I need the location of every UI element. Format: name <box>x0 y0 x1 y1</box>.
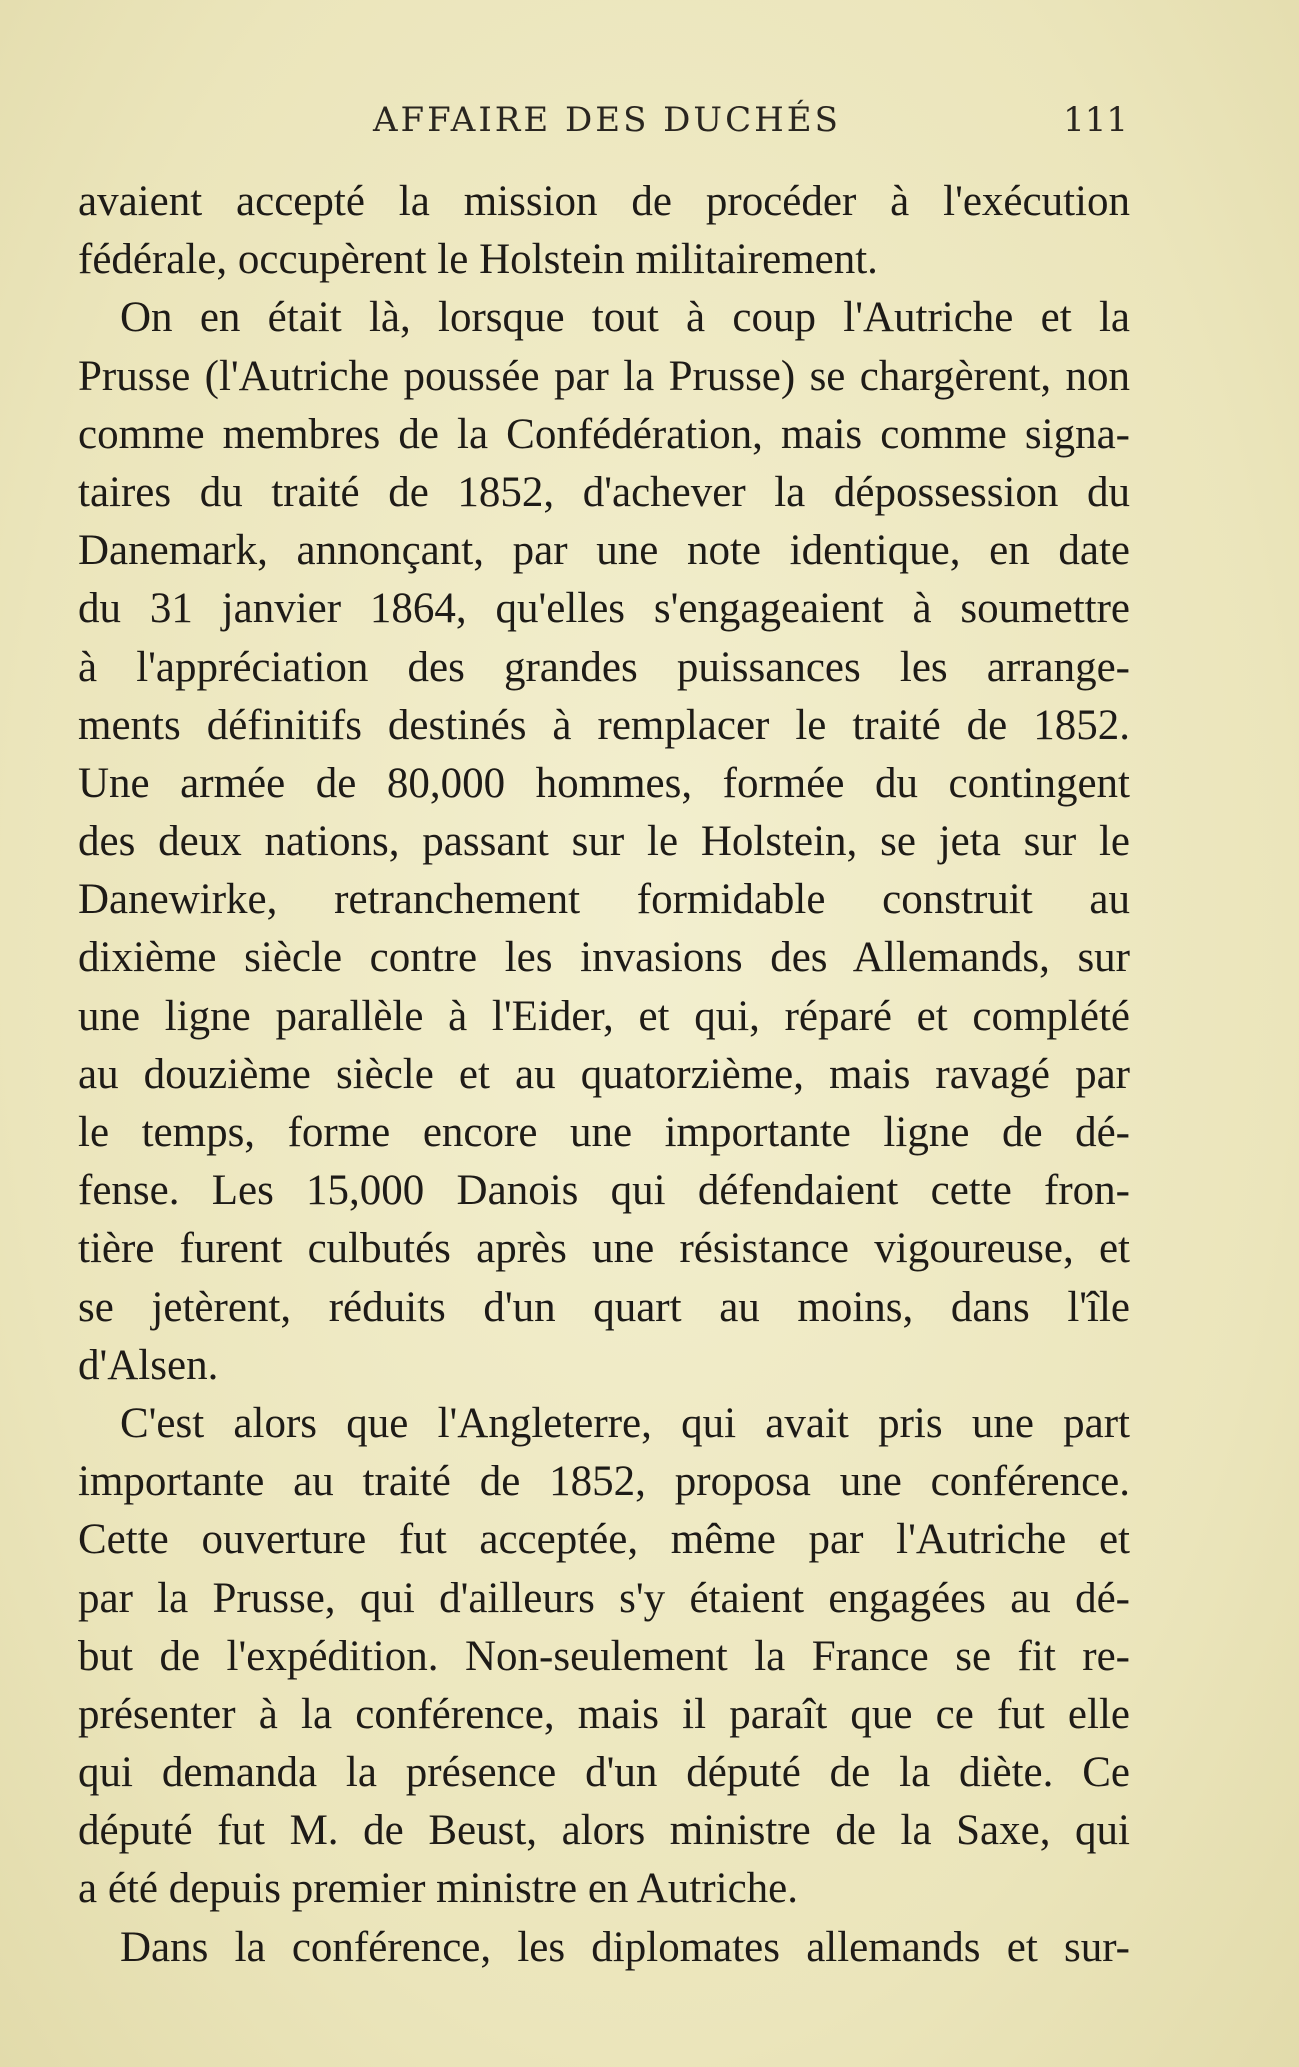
text-line: au douzième siècle et au quatorzième, mais ravagé par <box>78 1050 1130 1098</box>
text-line: On en était là, lorsque tout à coup l'Autriche et la <box>120 294 1130 342</box>
text-line: par la Prusse, qui d'ailleurs s'y étaient engagées au dé- <box>78 1574 1130 1622</box>
text-line: fense. Les 15,000 Danois qui défendaient cette fron- <box>78 1167 1130 1215</box>
text-line: Prusse (l'Autriche poussée par la Prusse) se chargèrent, non <box>78 352 1130 400</box>
running-head <box>78 100 1128 150</box>
text-line: a été depuis premier ministre en Autriche. <box>78 1865 798 1913</box>
text-line: Danewirke, retranchement formidable construit au <box>78 876 1130 924</box>
text-line: d'Alsen. <box>78 1341 219 1389</box>
text-line: Une armée de 80,000 hommes, formée du contingent <box>78 759 1130 807</box>
text-line: se jetèrent, réduits d'un quart au moins, dans l'île <box>78 1283 1130 1331</box>
page-number: 111 <box>1063 100 1128 140</box>
text-line: importante au traité de 1852, proposa une conférence. <box>78 1458 1130 1506</box>
text-line: du 31 janvier 1864, qu'elles s'engageaient à soumettre <box>78 585 1130 633</box>
text-line: C'est alors que l'Angleterre, qui avait pris une part <box>120 1399 1130 1447</box>
text-line: Cette ouverture fut acceptée, même par l'Autriche et <box>78 1516 1130 1564</box>
text-line: à l'appréciation des grandes puissances les arrange- <box>78 643 1130 691</box>
text-line: des deux nations, passant sur le Holstein, se jeta sur le <box>78 818 1130 866</box>
text-line: fédérale, occupèrent le Holstein militairement. <box>78 236 878 284</box>
text-line: taires du traité de 1852, d'achever la dépossession du <box>78 468 1130 516</box>
text-line: Dans la conférence, les diplomates allemands et sur- <box>120 1923 1130 1971</box>
text-line: député fut M. de Beust, alors ministre de la Saxe, qui <box>78 1807 1130 1855</box>
body-text <box>78 173 1130 1977</box>
text-line: qui demanda la présence d'un député de la diète. Ce <box>78 1749 1130 1797</box>
text-line: comme membres de la Confédération, mais comme signa- <box>78 410 1130 458</box>
text-line: ments définitifs destinés à remplacer le traité de 1852. <box>78 701 1130 749</box>
text-line: but de l'expédition. Non-seulement la France se fit re- <box>78 1632 1130 1680</box>
text-line: tière furent culbutés après une résistance vigoureuse, et <box>78 1225 1130 1273</box>
text-line: présenter à la conférence, mais il paraît que ce fut elle <box>78 1690 1130 1738</box>
text-line: avaient accepté la mission de procéder à l'exécution <box>78 178 1130 225</box>
text-line: dixième siècle contre les invasions des Allemands, sur <box>78 934 1130 982</box>
text-line: Danemark, annonçant, par une note identique, en date <box>78 527 1130 575</box>
text-line: une ligne parallèle à l'Eider, et qui, réparé et complété <box>78 992 1130 1040</box>
text-line: le temps, forme encore une importante ligne de dé- <box>78 1109 1130 1156</box>
running-title: AFFAIRE DES DUCHÉS <box>373 100 841 140</box>
